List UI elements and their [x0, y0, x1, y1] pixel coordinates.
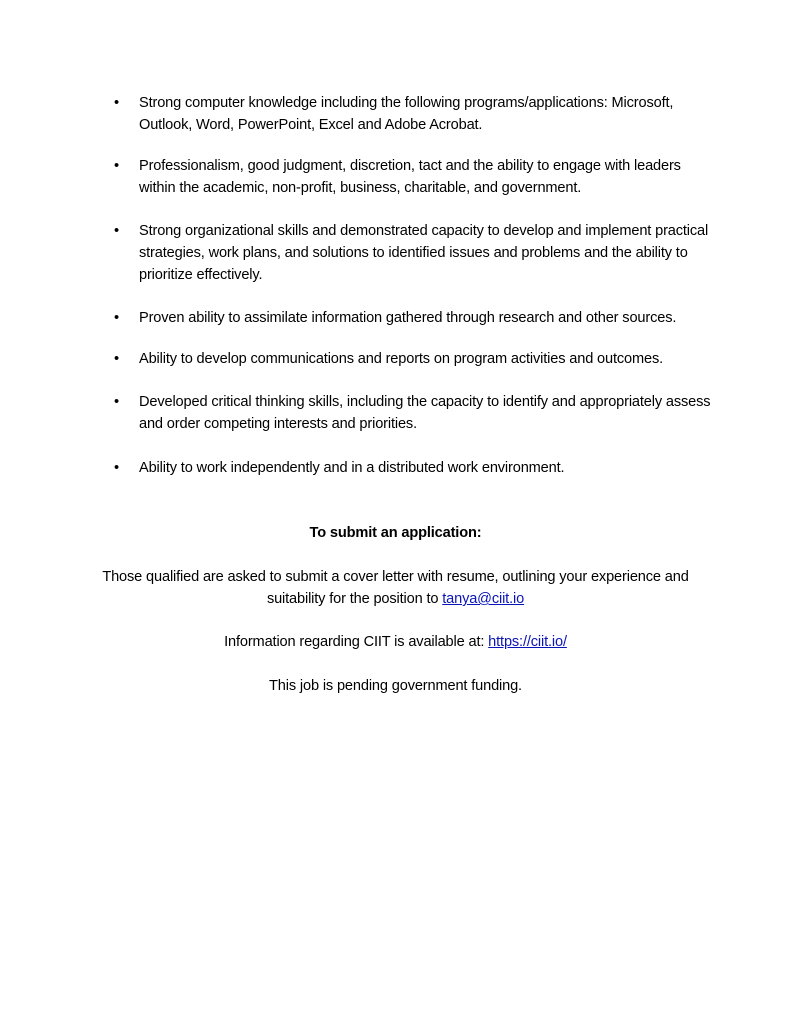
website-link[interactable]: https://ciit.io/: [488, 634, 567, 650]
application-heading: To submit an application:: [309, 525, 482, 541]
bullet-icon: •: [114, 223, 120, 239]
list-item-text: Strong organizational skills and demonstrated capacity to develop and implement practical strategies, work plans, and solutions to identified issues and problems and the ability to prioritize effectively.: [139, 223, 709, 283]
list-item-text: Professionalism, good judgment, discretion, tact and the ability to engage with leaders within the academic, non-profit, business, charitable, and government.: [139, 158, 681, 196]
bullet-icon: •: [114, 158, 120, 174]
info-text: Information regarding CIIT is available at:: [224, 634, 489, 650]
bullet-icon: •: [114, 351, 120, 367]
bullet-icon: •: [114, 394, 120, 410]
email-link[interactable]: tanya@ciit.io: [442, 591, 525, 607]
application-instructions: [0, 566, 791, 610]
list-item-text: Proven ability to assimilate information gathered through research and other sources.: [139, 310, 677, 326]
list-item-text: Ability to work independently and in a distributed work environment.: [139, 460, 565, 476]
list-item-text: Strong computer knowledge including the following programs/applications: Microsoft, Outlook, Word, PowerPoint, Excel and Adobe Acrobat.: [139, 95, 674, 133]
list-item-text: Ability to develop communications and reports on program activities and outcomes.: [139, 351, 664, 367]
funding-note: This job is pending government funding.: [269, 678, 522, 694]
instructions-line: [0, 588, 791, 610]
bullet-icon: •: [114, 460, 120, 476]
info-line: [0, 631, 791, 653]
bullet-icon: •: [114, 95, 120, 111]
instructions-line: Those qualified are asked to submit a cover letter with resume, outlining your experience and: [102, 569, 689, 585]
bullet-icon: •: [114, 310, 120, 326]
instructions-text: suitability for the position to: [266, 591, 443, 607]
list-item-text: Developed critical thinking skills, including the capacity to identify and appropriately assess and order competing interests and priorities.: [139, 394, 711, 432]
